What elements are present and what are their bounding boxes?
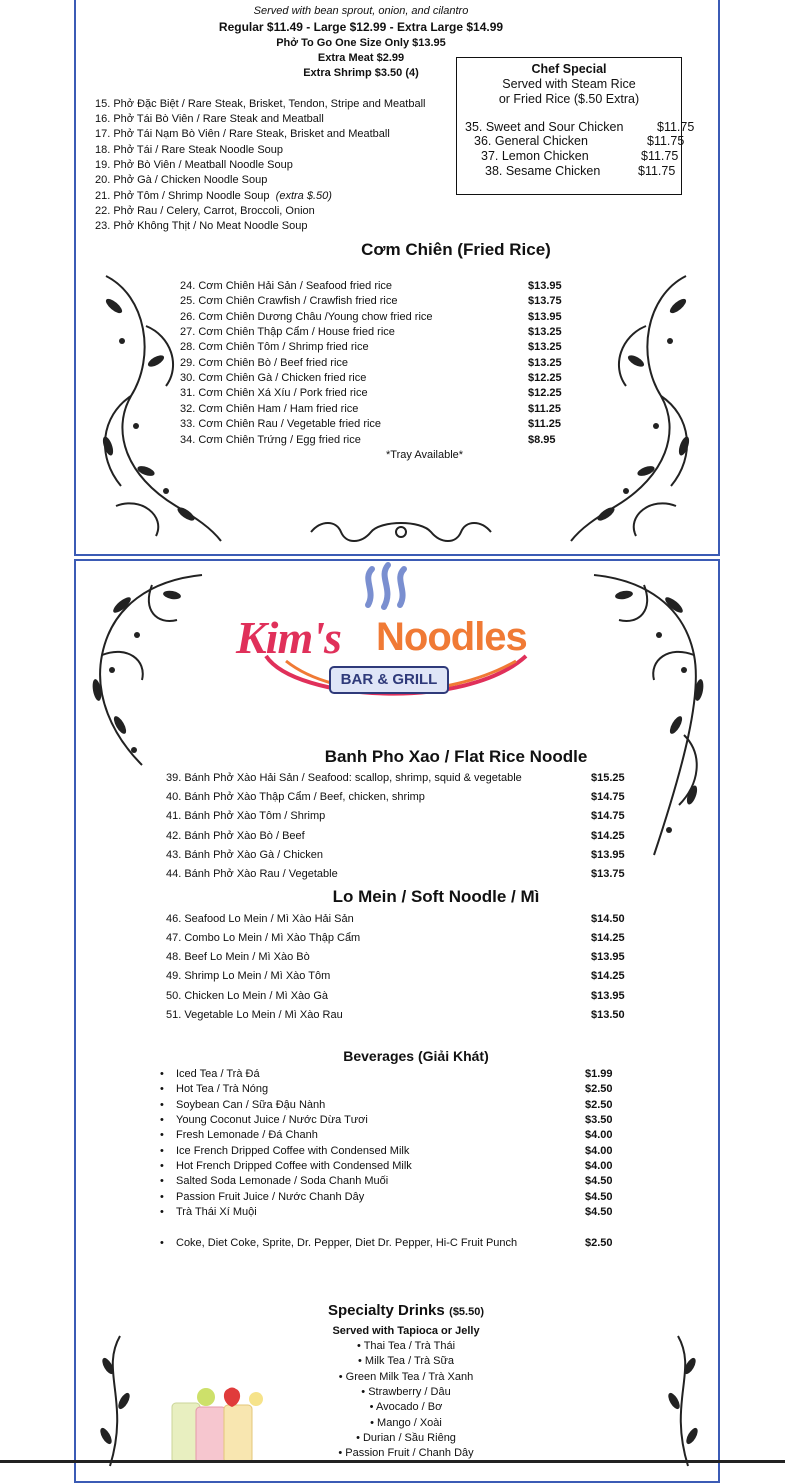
list-item bbox=[176, 1114, 613, 1126]
item-price: $13.95 bbox=[591, 990, 625, 1002]
item-name: Passion Fruit / Chanh Dây bbox=[345, 1447, 474, 1459]
logo-kims: Kim's bbox=[236, 612, 341, 663]
item-price: $13.75 bbox=[528, 295, 562, 307]
item-price: $11.25 bbox=[528, 403, 562, 415]
item-price: $13.95 bbox=[528, 280, 562, 292]
item-price: $13.25 bbox=[528, 357, 562, 369]
list-item bbox=[176, 1099, 613, 1111]
chef-price-35: $11.75 bbox=[657, 120, 695, 134]
lo-mein-title: Lo Mein / Soft Noodle / Mì bbox=[332, 887, 540, 906]
item-price: $11.25 bbox=[528, 418, 562, 430]
list-item bbox=[176, 1083, 613, 1095]
tray-note: *Tray Available* bbox=[386, 449, 464, 461]
flourish-left-icon bbox=[86, 266, 226, 551]
list-item: • Mango / Xoài bbox=[370, 1417, 442, 1429]
list-item bbox=[176, 1191, 613, 1203]
shrimp-extra-note: (extra $.50) bbox=[275, 190, 332, 202]
list-item: 20. Phở Gà / Chicken Noodle Soup bbox=[95, 174, 268, 186]
menu-page-2 bbox=[74, 559, 720, 1483]
menu-page-1 bbox=[74, 0, 720, 556]
item-name: Passion Fruit Juice / Nước Chanh Dây bbox=[176, 1191, 365, 1203]
specialty-price: ($5.50) bbox=[449, 1306, 485, 1318]
item-price: $12.25 bbox=[528, 372, 562, 384]
item-name: 29. Cơm Chiên Bò / Beef fried rice bbox=[180, 357, 349, 369]
item-price: $14.75 bbox=[591, 810, 625, 822]
item-price: $13.95 bbox=[591, 849, 625, 861]
chef-special-title: Chef Special bbox=[531, 62, 607, 76]
scroll-divider-icon bbox=[301, 518, 501, 546]
item-price: $14.25 bbox=[591, 970, 625, 982]
item-price: $13.75 bbox=[591, 868, 625, 880]
chef-price-36: $11.75 bbox=[647, 134, 685, 148]
item-name: 41. Bánh Phở Xào Tôm / Shrimp bbox=[166, 810, 326, 822]
list-item: • Milk Tea / Trà Sữa bbox=[357, 1355, 454, 1367]
list-item bbox=[95, 190, 332, 202]
list-item bbox=[176, 1068, 613, 1080]
item-name: Salted Soda Lemonade / Soda Chanh Muối bbox=[176, 1175, 389, 1187]
item-name: Milk Tea / Trà Sữa bbox=[364, 1355, 454, 1367]
item-price: $13.25 bbox=[528, 326, 562, 338]
item-price: $2.50 bbox=[585, 1099, 613, 1111]
flourish-top-left-icon bbox=[82, 565, 212, 775]
chef-item-38: 38. Sesame Chicken bbox=[485, 164, 601, 178]
item-name: Iced Tea / Trà Đá bbox=[176, 1068, 260, 1080]
item-price: $2.50 bbox=[585, 1237, 613, 1249]
list-item bbox=[176, 1160, 613, 1172]
list-item bbox=[176, 1129, 613, 1141]
item-price: $4.00 bbox=[585, 1129, 613, 1141]
item-price: $14.25 bbox=[591, 830, 625, 842]
list-item: 23. Phở Không Thịt / No Meat Noodle Soup bbox=[95, 220, 308, 232]
specialty-subtitle: Served with Tapioca or Jelly bbox=[332, 1325, 480, 1337]
extra-shrimp: Extra Shrimp $3.50 (4) bbox=[303, 67, 419, 79]
list-item bbox=[176, 1175, 613, 1187]
item-price: $13.95 bbox=[591, 951, 625, 963]
item-price: $13.95 bbox=[528, 311, 562, 323]
logo-bar-grill: BAR & GRILL bbox=[329, 666, 449, 694]
list-item bbox=[176, 1237, 613, 1249]
item-name: 40. Bánh Phở Xào Thập Cẩm / Beef, chicken, shrimp bbox=[166, 791, 425, 803]
item-name: 24. Cơm Chiên Hải Sản / Seafood fried rice bbox=[180, 280, 393, 292]
item-name: Soybean Can / Sữa Đậu Nành bbox=[176, 1099, 326, 1111]
list-item: • Avocado / Bơ bbox=[369, 1401, 443, 1413]
list-item: • Durian / Sầu Riêng bbox=[356, 1432, 456, 1444]
logo-noodles: Noodles bbox=[376, 615, 527, 659]
item-price: $4.50 bbox=[585, 1191, 613, 1203]
chef-special-line1: Served with Steam Rice bbox=[502, 77, 636, 91]
item-price: $13.50 bbox=[591, 1009, 625, 1021]
item-name: 50. Chicken Lo Mein / Mì Xào Gà bbox=[166, 990, 329, 1002]
item-name: Coke, Diet Coke, Sprite, Dr. Pepper, Diet Dr. Pepper, Hi-C Fruit Punch bbox=[176, 1237, 518, 1249]
item-price: $2.50 bbox=[585, 1083, 613, 1095]
chef-item-36: 36. General Chicken bbox=[474, 134, 588, 148]
list-item bbox=[176, 1145, 613, 1157]
item-price: $4.00 bbox=[585, 1145, 613, 1157]
item-name: 30. Cơm Chiên Gà / Chicken fried rice bbox=[180, 372, 367, 384]
item-name: Durian / Sầu Riêng bbox=[362, 1432, 456, 1444]
list-item: 15. Phở Đặc Biệt / Rare Steak, Brisket, Tendon, Stripe and Meatball bbox=[95, 98, 426, 110]
item-name: 34. Cơm Chiên Trứng / Egg fried rice bbox=[180, 434, 361, 446]
extra-meat: Extra Meat $2.99 bbox=[317, 52, 405, 64]
item-name: 25. Cơm Chiên Crawfish / Crawfish fried rice bbox=[180, 295, 398, 307]
list-item: 17. Phở Tái Nạm Bò Viên / Rare Steak, Brisket and Meatball bbox=[95, 128, 390, 140]
list-item: • Strawberry / Dâu bbox=[361, 1386, 451, 1398]
specialty-title-line bbox=[266, 1302, 546, 1320]
item-price: $14.50 bbox=[591, 913, 625, 925]
item-name: 39. Bánh Phở Xào Hải Sản / Seafood: scallop, shrimp, squid & vegetable bbox=[166, 772, 522, 784]
flourish-bottom-left-icon bbox=[90, 1331, 140, 1471]
item-price: $8.95 bbox=[528, 434, 556, 446]
item-price: $12.25 bbox=[528, 387, 562, 399]
item-name: 49. Shrimp Lo Mein / Mì Xào Tôm bbox=[166, 970, 331, 982]
item-name: Hot Tea / Trà Nóng bbox=[176, 1083, 269, 1095]
drinks-photo-icon bbox=[166, 1381, 266, 1461]
item-price: $4.50 bbox=[585, 1206, 613, 1218]
list-item: 22. Phở Rau / Celery, Carrot, Broccoli, Onion bbox=[95, 205, 315, 217]
item-name: Fresh Lemonade / Đá Chanh bbox=[176, 1129, 318, 1141]
list-item: • Thai Tea / Trà Thái bbox=[356, 1340, 456, 1352]
beverages-title: Beverages (Giải Khát) bbox=[343, 1048, 489, 1064]
item-name: 43. Bánh Phở Xào Gà / Chicken bbox=[166, 849, 324, 861]
item-name: Strawberry / Dâu bbox=[368, 1386, 451, 1398]
item-name: 44. Bánh Phở Xào Rau / Vegetable bbox=[166, 868, 338, 880]
list-item: • Green Milk Tea / Trà Xanh bbox=[338, 1371, 474, 1383]
item-name: 46. Seafood Lo Mein / Mì Xào Hải Sản bbox=[166, 913, 354, 925]
pho-served-with: Served with bean sprout, onion, and cilantro bbox=[253, 5, 469, 17]
list-item bbox=[176, 1206, 613, 1218]
chef-special-line2: or Fried Rice ($.50 Extra) bbox=[498, 92, 640, 106]
item-name: 28. Cơm Chiên Tôm / Shrimp fried rice bbox=[180, 341, 369, 353]
chef-item-35: 35. Sweet and Sour Chicken bbox=[465, 120, 624, 134]
item-price: $14.25 bbox=[591, 932, 625, 944]
pho-sizes: Regular $11.49 - Large $12.99 - Extra Large $14.99 bbox=[218, 20, 504, 34]
chef-price-38: $11.75 bbox=[638, 164, 676, 178]
item-name: 31. Cơm Chiên Xá Xíu / Pork fried rice bbox=[180, 387, 368, 399]
flat-noodle-title: Banh Pho Xao / Flat Rice Noodle bbox=[324, 747, 588, 766]
item-price: $14.75 bbox=[591, 791, 625, 803]
list-item: 19. Phở Bò Viên / Meatball Noodle Soup bbox=[95, 159, 293, 171]
item-name: 33. Cơm Chiên Rau / Vegetable fried rice bbox=[180, 418, 382, 430]
chef-special-box bbox=[456, 57, 695, 195]
item-price: $3.50 bbox=[585, 1114, 613, 1126]
item-name: 51. Vegetable Lo Mein / Mì Xào Rau bbox=[166, 1009, 343, 1021]
item-name: 48. Beef Lo Mein / Mì Xào Bò bbox=[166, 951, 310, 963]
item-price: $13.25 bbox=[528, 341, 562, 353]
chef-item-37: 37. Lemon Chicken bbox=[481, 149, 589, 163]
specialty-title: Specialty Drinks bbox=[327, 1302, 445, 1319]
item-name: Trà Thái Xí Muội bbox=[176, 1206, 257, 1218]
item-name: Mango / Xoài bbox=[377, 1417, 442, 1429]
item-name: 27. Cơm Chiên Thập Cẩm / House fried rice bbox=[180, 326, 395, 338]
item-name: Green Milk Tea / Trà Xanh bbox=[345, 1371, 474, 1383]
item-name: Young Coconut Juice / Nước Dừa Tươi bbox=[176, 1114, 368, 1126]
pho-to-go: Phở To Go One Size Only $13.95 bbox=[276, 37, 446, 49]
fried-rice-title: Cơm Chiên (Fried Rice) bbox=[361, 240, 551, 259]
list-item: • Passion Fruit / Chanh Dây bbox=[338, 1447, 474, 1459]
item-name: Thai Tea / Trà Thái bbox=[363, 1340, 456, 1352]
flourish-right-icon bbox=[546, 266, 706, 551]
logo bbox=[226, 561, 566, 721]
flourish-bottom-right-icon bbox=[658, 1331, 708, 1471]
item-price: $4.50 bbox=[585, 1175, 613, 1187]
item-price: $4.00 bbox=[585, 1160, 613, 1172]
item-name: 32. Cơm Chiên Ham / Ham fried rice bbox=[180, 403, 359, 415]
pho-21-label: 21. Phở Tôm / Shrimp Noodle Soup bbox=[95, 190, 270, 202]
item-name: 42. Bánh Phở Xào Bò / Beef bbox=[166, 830, 305, 842]
item-name: Hot French Dripped Coffee with Condensed Milk bbox=[176, 1160, 412, 1172]
item-price: $1.99 bbox=[585, 1068, 613, 1080]
item-name: 47. Combo Lo Mein / Mì Xào Thập Cẩm bbox=[166, 932, 361, 944]
list-item: 18. Phở Tái / Rare Steak Noodle Soup bbox=[95, 144, 284, 156]
item-name: 26. Cơm Chiên Dương Châu /Young chow fried rice bbox=[180, 311, 433, 323]
chef-price-37: $11.75 bbox=[641, 149, 679, 163]
list-item: 16. Phở Tái Bò Viên / Rare Steak and Meatball bbox=[95, 113, 324, 125]
item-name: Ice French Dripped Coffee with Condensed Milk bbox=[176, 1145, 410, 1157]
item-name: Avocado / Bơ bbox=[375, 1401, 443, 1413]
item-price: $15.25 bbox=[591, 772, 625, 784]
